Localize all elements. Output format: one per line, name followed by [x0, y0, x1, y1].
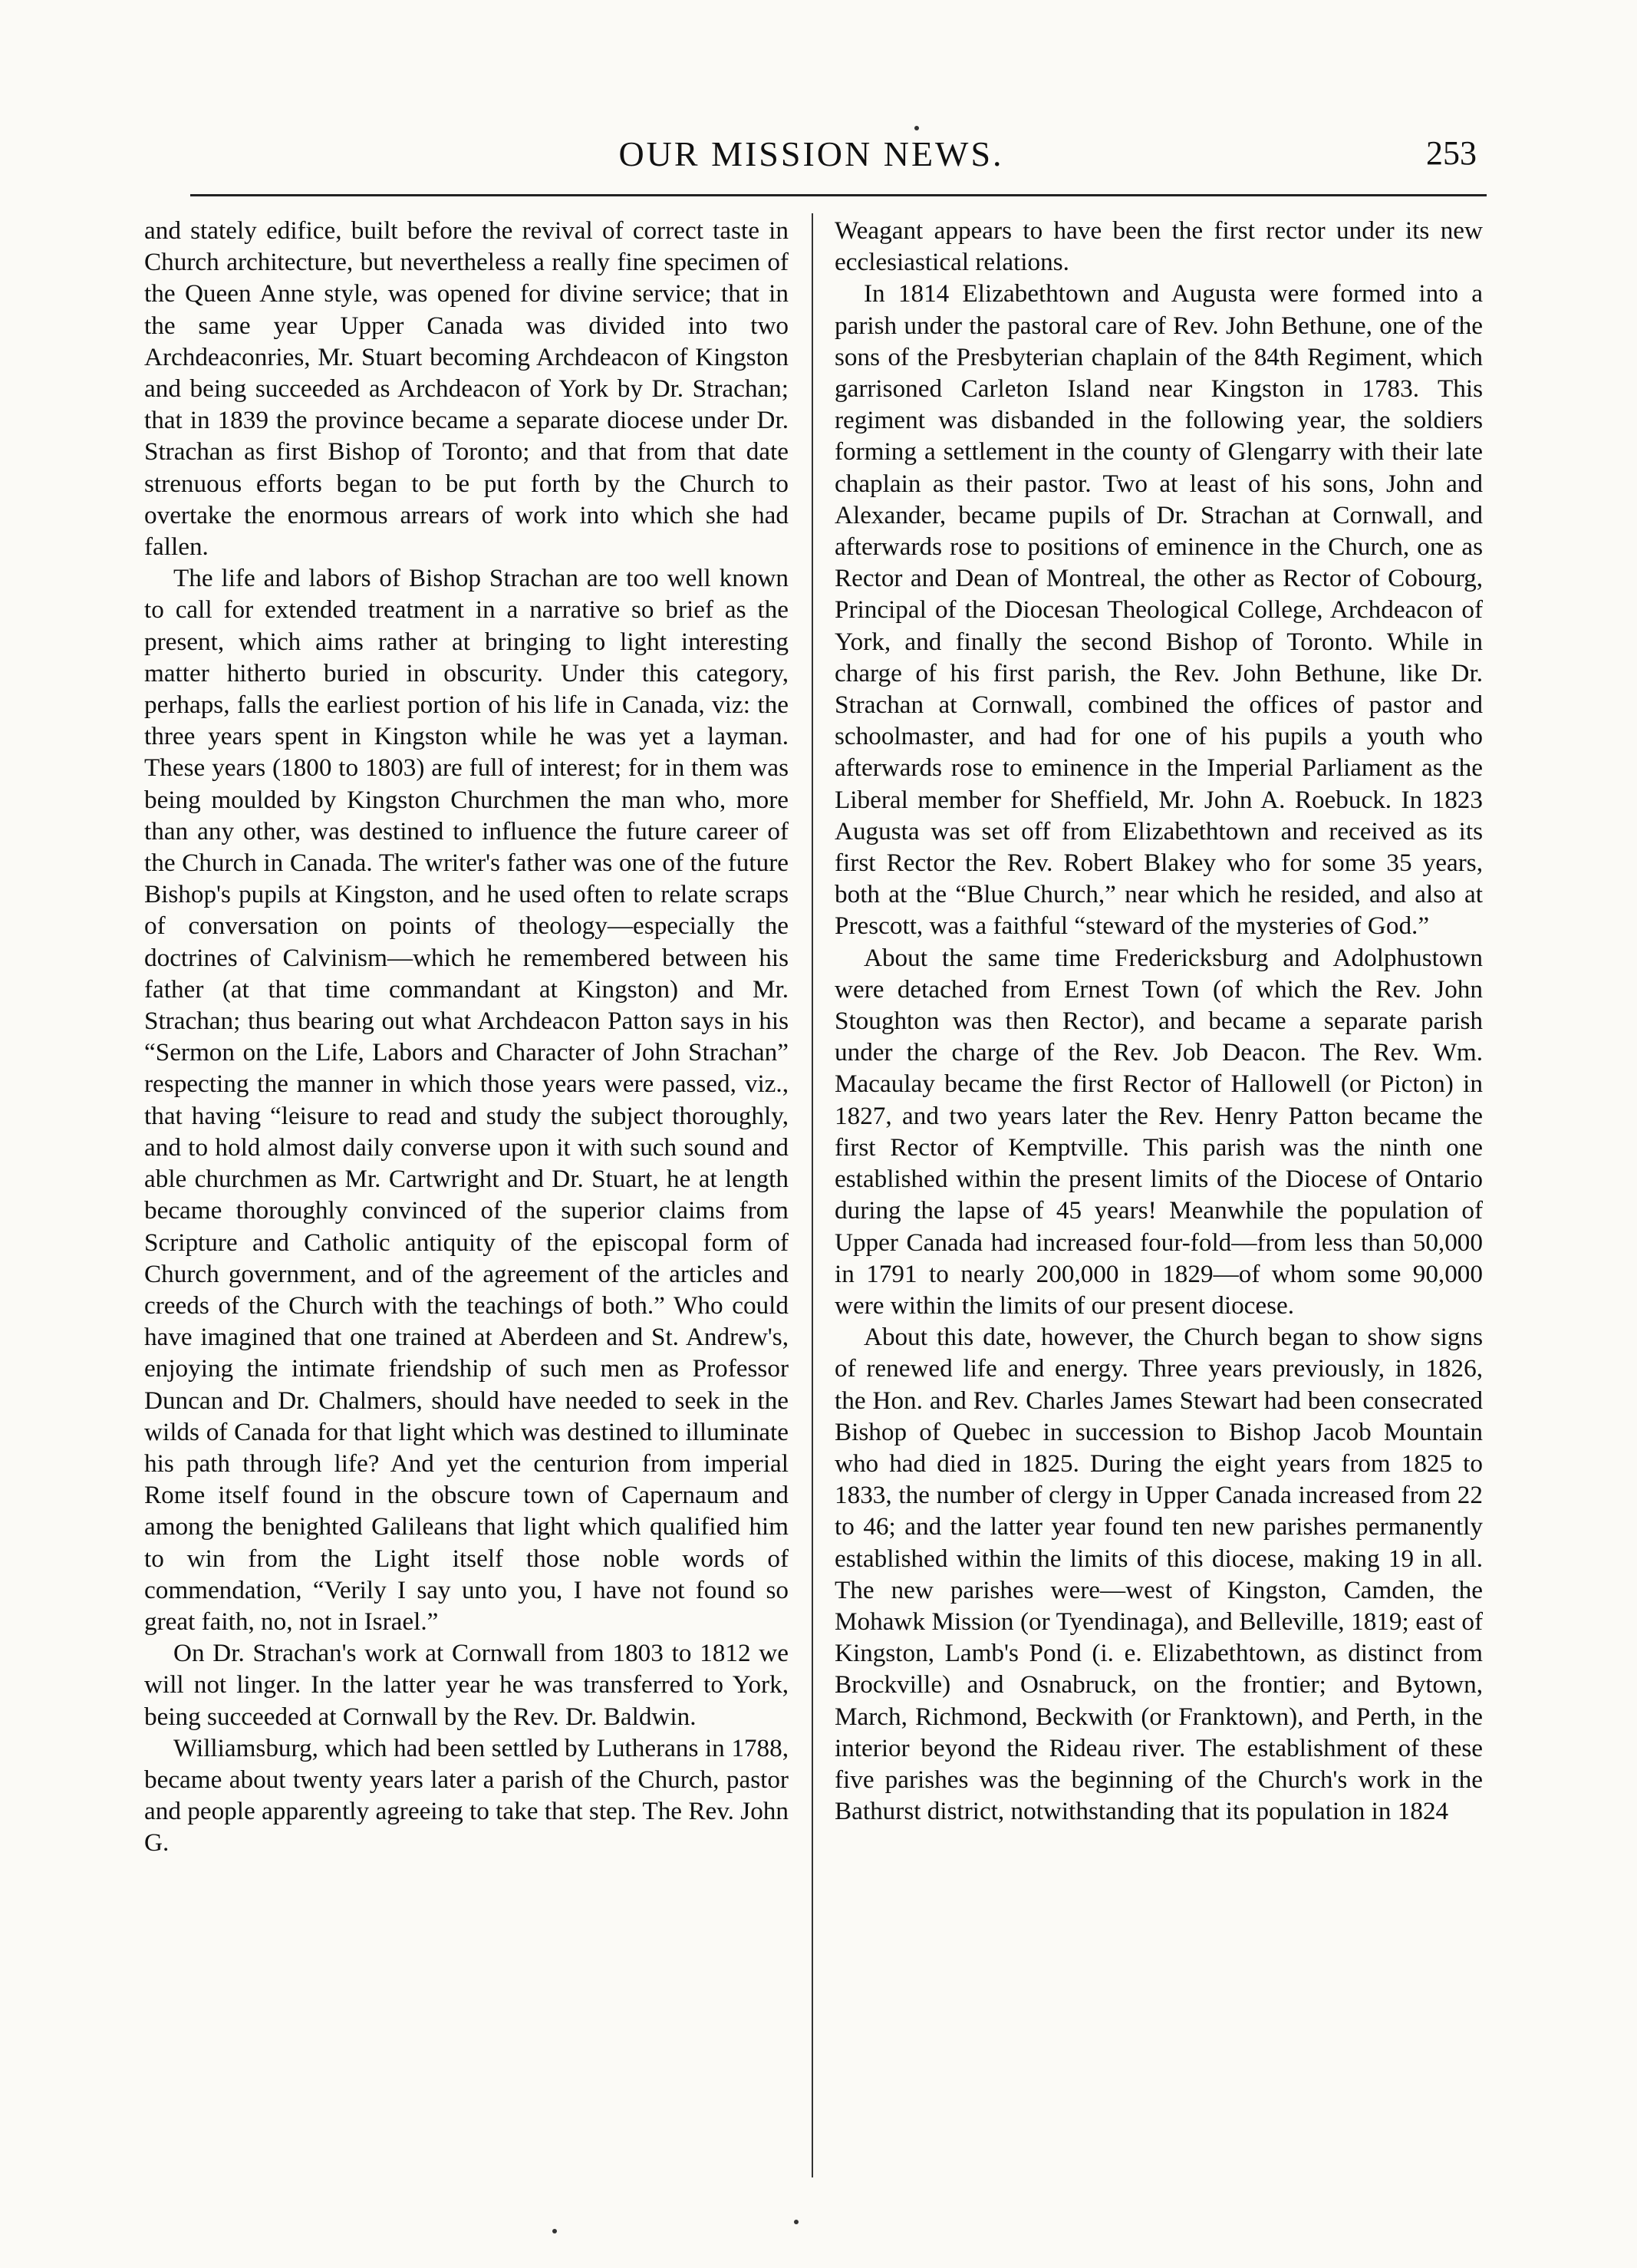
column-divider: [812, 213, 813, 2177]
print-speck: [794, 2220, 799, 2224]
running-title: OUR MISSION NEWS.: [618, 134, 1004, 173]
paragraph: In 1814 Elizabethtown and Augusta were formed into a parish under the pastoral care of Rev. John Bethune, one of the sons of the Presbyterian chaplain of the 84th Regiment, which garrisoned Carleton Island near Kingston in 1783. This regiment was disbanded in the following year, the soldiers forming a settlement in the county of Glengarry with their late chaplain as their pastor. Two at least of his sons, John and Alexander, became pupils of Dr. Strachan at Cornwall, and afterwards rose to positions of eminence in the Church, one as Rector and Dean of Montreal, the other as Rector of Cobourg, Principal of the Diocesan Theological College, Archdeacon of York, and finally the second Bishop of Toronto. While in charge of his first parish, the Rev. John Bethune, like Dr. Strachan at Cornwall, combined the offices of pastor and schoolmaster, and had for one of his pupils a youth who afterwards rose to eminence in the Imperial Parliament as the Liberal member for Sheffield, Mr. John A. Roebuck. In 1823 Augusta was set off from Elizabethtown and received as its first Rector the Rev. Robert Blakey who for some 35 years, both at the “Blue Church,” near which he resided, and also at Prescott, was a faithful “steward of the mysteries of God.”: [835, 279, 1483, 941]
right-column: [835, 215, 1483, 2187]
page-number: 253: [1426, 134, 1477, 172]
paragraph: On Dr. Strachan's work at Cornwall from 1803 to 1812 we will not linger. In the latter year he was transferred to York, being succeeded at Cornwall by the Rev. Dr. Baldwin.: [144, 1639, 789, 1731]
paragraph: About the same time Fredericksburg and Adolphustown were detached from Ernest Town (of which the Rev. John Stoughton was then Rector), and became a separate parish under the charge of the Rev. Job Deacon. The Rev. Wm. Macaulay became the first Rector of Hallowell (or Picton) in 1827, and two years later the Rev. Henry Patton became the first Rector of Kemptville. This parish was the ninth one established within the present limits of the Diocese of Ontario during the lapse of 45 years! Meanwhile the population of Upper Canada had increased four-fold—from less than 50,000 in 1791 to nearly 200,000 in 1829—of whom some 90,000 were within the limits of our present diocese.: [835, 943, 1483, 1320]
paragraph: and stately edifice, built before the revival of correct taste in Church architecture, but nevertheless a really fine specimen of the Queen Anne style, was opened for divine service; that in the same year Upper Canada was divided into two Archdeaconries, Mr. Stuart becoming Archdeacon of Kingston and being succeeded as Archdeacon of York by Dr. Strachan; that in 1839 the province became a separate diocese under Dr. Strachan as first Bishop of Toronto; and that from that date strenuous efforts began to be put forth by the Church to overtake the enormous arrears of work into which she had fallen.: [144, 216, 789, 562]
paragraph: Williamsburg, which had been settled by Lutherans in 1788, became about twenty years later a parish of the Church, pastor and people apparently agreeing to take that step. The Rev. John G.: [144, 1733, 789, 1858]
paragraph: About this date, however, the Church began to show signs of renewed life and energy. Three years previously, in 1826, the Hon. and Rev. Charles James Stewart had been consecrated Bishop of Quebec in succession to Bishop Jacob Mountain who had died in 1825. During the eight years from 1825 to 1833, the number of clergy in Upper Canada increased from 22 to 46; and the latter year found ten new parishes permanently established within the limits of this diocese, making 19 in all. The new parishes were—west of Kingston, Camden, the Mohawk Mission (or Tyendinaga), and Belleville, 1819; east of Kingston, Lamb's Pond (i. e. Elizabethtown, as distinct from Brockville) and Osnabruck, on the frontier; and Bytown, March, Richmond, Beckwith (or Franktown), and Perth, in the interior beyond the Rideau river. The establishment of these five parishes was the beginning of the Church's work in the Bathurst district, notwithstanding that its population in 1824: [835, 1323, 1483, 1826]
page-header: [146, 129, 1477, 190]
left-column: [144, 215, 789, 2187]
paragraph: The life and labors of Bishop Strachan are too well known to call for extended treatment in a narrative so brief as the present, which aims rather at bringing to light interesting matter hitherto buried in obscurity. Under this category, perhaps, falls the earliest portion of his life in Canada, viz: the three years spent in Kingston while he was yet a layman. These years (1800 to 1803) are full of interest; for in them was being moulded by Kingston Churchmen the man who, more than any other, was destined to influence the future career of the Church in Canada. The writer's father was one of the future Bishop's pupils at Kingston, and he used often to relate scraps of conversation on points of theology—especially the doctrines of Calvinism—which he remembered between his father (at that time commandant at Kingston) and Mr. Strachan; thus bearing out what Archdeacon Patton says in his “Sermon on the Life, Labors and Character of John Strachan” respecting the manner in which those years were passed, viz., that having “leisure to read and study the subject thoroughly, and to hold almost daily converse upon it with such sound and able churchmen as Mr. Cartwright and Dr. Stuart, he at length became thoroughly convinced of the superior claims from Scripture and Catholic antiquity of the episcopal form of Church government, and of the agreement of the articles and creeds of the Church with the teachings of both.” Who could have imagined that one trained at Aberdeen and St. Andrew's, enjoying the intimate friendship of such men as Professor Duncan and Dr. Chalmers, should have needed to seek in the wilds of Canada for that light which was destined to illuminate his path through life? And yet the centurion from imperial Rome itself found in the obscure town of Capernaum and among the benighted Galileans that light which qualified him to win from the Light itself those noble words of commendation, “Verily I say unto you, I have not found so great faith, no, not in Israel.”: [144, 564, 789, 1636]
print-speck: [914, 126, 919, 130]
paragraph: Weagant appears to have been the first rector under its new ecclesiastical relations.: [835, 216, 1483, 277]
print-speck: [552, 2229, 557, 2233]
header-rule: [190, 194, 1487, 196]
